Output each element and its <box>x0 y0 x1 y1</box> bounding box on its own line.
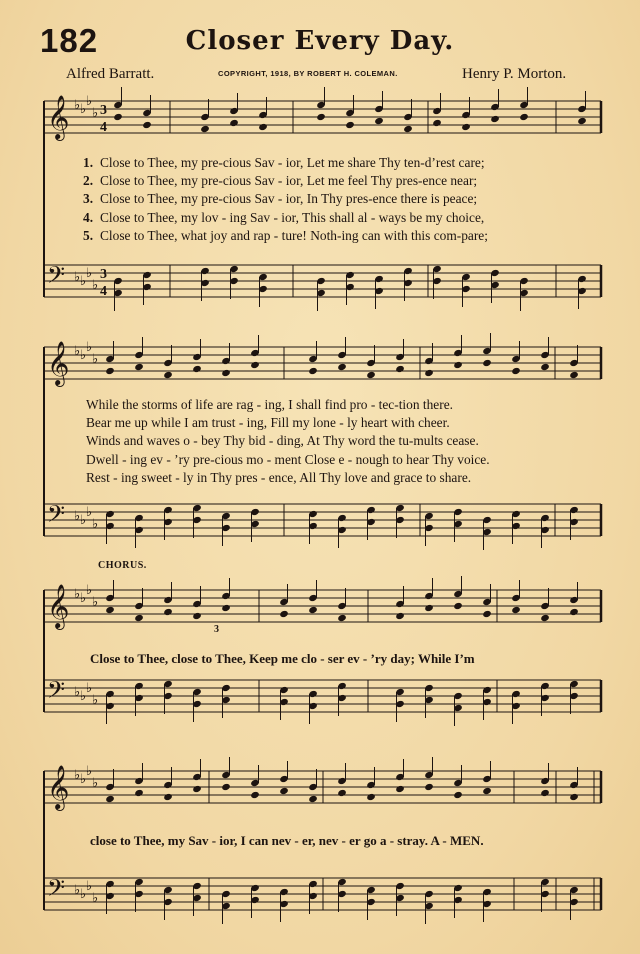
note-head <box>345 121 355 129</box>
note-head <box>279 787 289 795</box>
flat-icon: ♭ <box>80 887 87 902</box>
note-head <box>308 606 318 614</box>
note-head <box>511 606 521 614</box>
note-head <box>163 793 173 801</box>
note-head <box>577 117 587 125</box>
flat-icon: ♭ <box>74 883 81 898</box>
note-head <box>105 367 115 375</box>
note-head <box>395 365 405 373</box>
note-head <box>366 793 376 801</box>
note-head <box>540 363 550 371</box>
copyright-notice: COPYRIGHT, 1918, BY ROBERT H. COLEMAN. <box>218 69 398 78</box>
treble-clef-icon: 𝄞 <box>47 765 70 809</box>
note-head <box>142 121 152 129</box>
flat-icon: ♭ <box>92 106 99 121</box>
verse-line: While the storms of life are rag - ing, I shall find pro - tec-tion there. <box>86 397 454 412</box>
note-head <box>482 610 492 618</box>
note-head <box>134 614 144 622</box>
note-head <box>258 123 268 131</box>
note-head <box>308 795 318 803</box>
flat-icon: ♭ <box>74 98 81 113</box>
note-head <box>134 789 144 797</box>
note-head <box>192 365 202 373</box>
note-head <box>308 367 318 375</box>
note-head <box>337 363 347 371</box>
verse-lines-first <box>83 154 488 245</box>
flat-icon: ♭ <box>80 772 87 787</box>
chorus-label: CHORUS. <box>98 560 147 571</box>
verse-line: 2. Close to Thee, my pre-cious Sav - ior, Let me feel Thy pres-ence near; <box>83 173 478 189</box>
note-head <box>569 793 579 801</box>
note-head <box>403 125 413 133</box>
note-head <box>221 369 231 377</box>
composer: Henry P. Morton. <box>462 66 567 82</box>
note-head <box>163 608 173 616</box>
note-head <box>424 369 434 377</box>
note-head <box>250 361 260 369</box>
note-head <box>113 113 123 121</box>
note-head <box>134 363 144 371</box>
flat-icon: ♭ <box>86 879 93 894</box>
verse-line: 5. Close to Thee, what joy and rap - ture! Noth-ing can with this com-pare; <box>83 227 488 243</box>
note-head <box>200 125 210 133</box>
note-head <box>395 612 405 620</box>
bass-clef-icon: 𝄢 <box>47 500 66 533</box>
flat-icon: ♭ <box>92 693 99 708</box>
treble-clef-icon: 𝄞 <box>47 95 70 139</box>
flat-icon: ♭ <box>86 340 93 355</box>
note-head <box>453 602 463 610</box>
chorus-line-2: close to Thee, my Sav - ior, I can nev - er, nev - er go a - stray. A - MEN. <box>90 833 484 848</box>
note-head <box>366 371 376 379</box>
time-signature-top: 3 <box>100 103 107 118</box>
flat-icon: ♭ <box>86 266 93 281</box>
flat-icon: ♭ <box>80 348 87 363</box>
note-head <box>482 787 492 795</box>
note-head <box>569 608 579 616</box>
note-head <box>250 791 260 799</box>
bass-clef-icon: 𝄢 <box>47 261 66 294</box>
flat-icon: ♭ <box>80 689 87 704</box>
flat-icon: ♭ <box>74 768 81 783</box>
note-head <box>395 785 405 793</box>
note-head <box>337 614 347 622</box>
bass-clef-icon: 𝄢 <box>47 874 66 907</box>
hymn-title: Closer Every Day. <box>185 26 455 56</box>
note-head <box>192 785 202 793</box>
note-head <box>424 783 434 791</box>
verse-line: 3. Close to Thee, my pre-cious Sav - ior, In Thy pres-ence there is peace; <box>83 191 478 207</box>
note-head <box>221 783 231 791</box>
flat-icon: ♭ <box>86 505 93 520</box>
note-head <box>105 795 115 803</box>
note-head <box>105 606 115 614</box>
flat-icon: ♭ <box>86 583 93 598</box>
note-head <box>229 119 239 127</box>
time-signature-bottom: 4 <box>100 120 107 135</box>
flat-icon: ♭ <box>92 891 99 906</box>
flat-icon: ♭ <box>74 509 81 524</box>
note-head <box>163 371 173 379</box>
flat-icon: ♭ <box>80 513 87 528</box>
time-signature-top: 3 <box>100 267 107 282</box>
treble-clef-icon: 𝄞 <box>47 584 70 628</box>
hymn-number: 182 <box>40 22 99 59</box>
flat-icon: ♭ <box>74 587 81 602</box>
note-head <box>482 359 492 367</box>
note-head <box>279 610 289 618</box>
flat-icon: ♭ <box>86 94 93 109</box>
verse-line: Winds and waves o - bey Thy bid - ding, At Thy word the tu-mults cease. <box>86 433 479 449</box>
verse-line: Dwell - ing ev - ’ry pre-cious mo - ment Close e - nough to hear Thy voice. <box>86 451 490 467</box>
flat-icon: ♭ <box>74 270 81 285</box>
flat-icon: ♭ <box>92 352 99 367</box>
flat-icon: ♭ <box>92 517 99 532</box>
note-head <box>540 614 550 622</box>
note-head <box>511 367 521 375</box>
note-head <box>519 113 529 121</box>
verse-line: Rest - ing sweet - ly in Thy pres - ence, All Thy love and grace to share. <box>86 469 472 485</box>
note-head <box>432 119 442 127</box>
flat-icon: ♭ <box>80 591 87 606</box>
time-signature-bottom: 4 <box>100 284 107 299</box>
flat-icon: ♭ <box>86 681 93 696</box>
treble-clef-icon: 𝄞 <box>47 341 70 385</box>
flat-icon: ♭ <box>92 278 99 293</box>
flat-icon: ♭ <box>80 274 87 289</box>
note-head <box>569 371 579 379</box>
note-head <box>337 789 347 797</box>
flat-icon: ♭ <box>74 344 81 359</box>
note-head <box>453 361 463 369</box>
flat-icon: ♭ <box>92 595 99 610</box>
note-head <box>461 123 471 131</box>
verse-line: 4. Close to Thee, my lov - ing Sav - ior, This shall al - ways be my choice, <box>83 209 485 225</box>
note-head <box>221 604 231 612</box>
note-head <box>453 791 463 799</box>
verse-line: 1. Close to Thee, my pre-cious Sav - ior, Let me share Thy ten-d’rest care; <box>83 155 485 170</box>
triplet-mark: 3 <box>214 624 219 635</box>
bass-clef-icon: 𝄢 <box>47 676 66 709</box>
lyricist: Alfred Barratt. <box>66 66 155 82</box>
note-head <box>316 113 326 121</box>
note-head <box>374 117 384 125</box>
flat-icon: ♭ <box>92 776 99 791</box>
flat-icon: ♭ <box>86 764 93 779</box>
note-head <box>490 115 500 123</box>
chorus-line-1: Close to Thee, close to Thee, Keep me clo - ser ev - ’ry day; While I’m <box>90 651 475 666</box>
flat-icon: ♭ <box>74 685 81 700</box>
flat-icon: ♭ <box>80 102 87 117</box>
verse-lines-second <box>86 396 490 487</box>
note-head <box>192 612 202 620</box>
note-head <box>540 789 550 797</box>
verse-line: Bear me up while I am trust - ing, Fill my lone - ly heart with cheer. <box>86 415 450 431</box>
note-head <box>424 604 434 612</box>
